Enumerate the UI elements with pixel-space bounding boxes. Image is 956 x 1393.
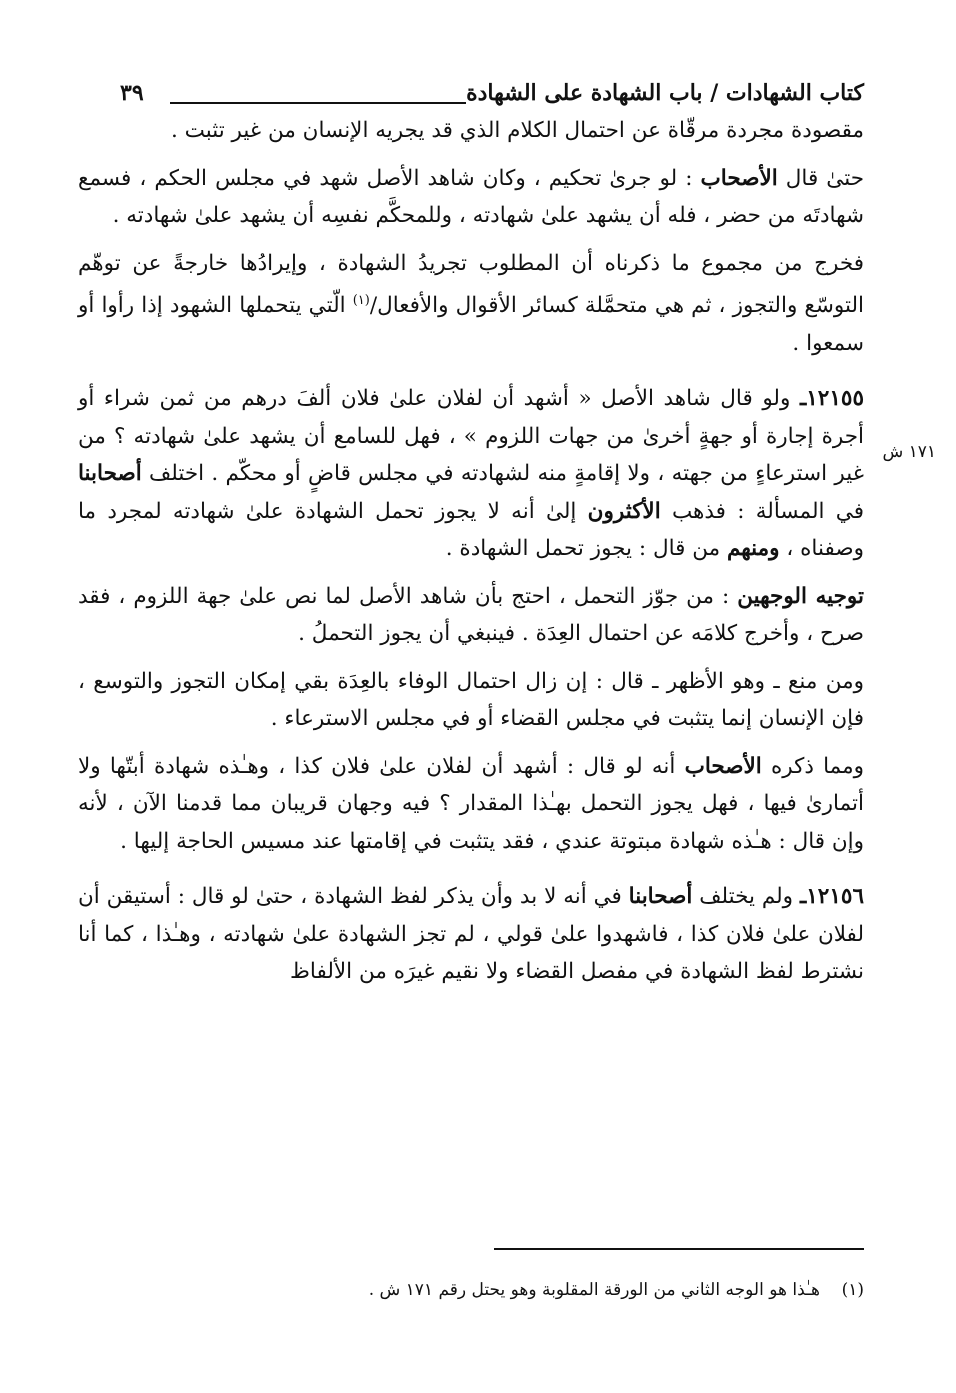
paragraph-text: أنه لو قال : أشهد أن لفلان علىٰ فلان كذا ، وهـٰذه شهادة أبتّها ولا أتمارىٰ فيها ، فهل يجوز التحمل بهـٰذا المقدار ؟ فيه وجهان قريبان مما قدمنا الآن ، لأنه وإن قال : هـٰذه شهادة مبتوتة عندي ، فقد يتثبت في إقامتها عند مسيس الحاجة إليها . [78,753,864,854]
paragraph-text: حتىٰ قال [777,165,865,191]
paragraph-text: ومن منع ـ وهو الأظهر ـ قال : إن زال احتمال الوفاء بالعِدَة بقي إمكان التجوز والتوسع ، فإن الإنسان إنما يتثبت في مجلس القضاء أو في مجلس الاسترعاء . [78,668,865,732]
paragraph-text: إلىٰ أنه لا يجوز تحمل الشهادة علىٰ شهادته لمجرد ما وصفناه ، [78,498,864,562]
paragraph-text: ولو قال شاهد الأصل « أشهد أن لفلان علىٰ فلان ألفَ درهم من ثمن شراء أو أجرة إجارة أو جهةٍ أخرىٰ من جهات اللزوم » ، فهل للسامع أن يشهد علىٰ شهادته ؟ من غير استرعاءٍ من جهته ، ولا إقامةٍ منه لشهادته في مجلس قاضٍ أو محكّم . اختلف [78,386,864,487]
paragraph-text: في أنه لا بد وأن يذكر لفظ الشهادة ، حتىٰ لو قال : أستيقن أن لفلان علىٰ فلان كذا ، فاشهدوا علىٰ قولي ، لم تجز الشهادة علىٰ شهادته ، وهـٰذا ، كما أنا نشترط لفظ الشهادة في مفصل القضاء ولا نقيم غيرَه من الألفاظ [78,884,864,985]
paragraph-text: مقصودة مجردة مرقّاة عن احتمال الكلام الذي قد يجريه الإنسان من غير تثبت . [170,118,864,143]
header-rule [170,102,466,104]
paragraph [78,748,864,861]
bold-term: ومنهم [726,536,780,562]
paragraph [78,380,864,568]
paragraph-number: ١٢١٥٦ـ [799,884,864,910]
bold-term: الأصحاب [700,165,778,191]
footnote [369,1280,864,1300]
paragraph-text: : لو جرىٰ تحكيم ، وكان شاهد الأصل شهد في مجلس الحكم ، فسمع شهادتَه من حضر ، فله أن يشهد علىٰ شهادته ، وللمحكَّم نفسِه أن يشهد علىٰ شهادته . [78,165,864,228]
body-text [78,112,864,991]
paragraph-number: ١٢١٥٥ـ [799,386,864,412]
paragraph-text: ومما ذكره [761,753,864,779]
bold-term: أصحابنا [628,884,693,910]
paragraph-text: من قال : يجوز تحمل الشهادة . [445,536,727,562]
paragraph-text: ولم يختلف [692,884,800,910]
page-number: ٣٩ [120,80,144,106]
paragraph-text: الّتي يتحملها الشهود إذا رأوا أو سمعوا . [78,293,864,356]
paragraph-text: فخرج من مجموع ما ذكرناه أن المطلوب تجريدُ الشهادة ، وإيرادُها خارجةً عن توهّم التوسّع والتجوز ، ثم هي متحمَّلة كسائر الأقوال والأفعال/ [78,250,864,319]
paragraph-text: في المسألة : فذهب [660,498,864,524]
paragraph [78,245,864,363]
bold-term: أصحابنا [78,461,142,487]
paragraph-text: : من جوّز التحمل ، احتج بأن شاهد الأصل لما نص علىٰ جهة اللزوم ، فقد صرح ، وأخرج كلامَه عن احتمال العِدَة . فينبغي أن يجوز التحملُ . [78,583,864,647]
running-header [78,62,864,118]
book-page [78,62,936,1362]
footnote-text: هـٰذا هو الوجه الثاني من الورقة المقلوبة وهو يحتل رقم ١٧١ ش . [368,1280,820,1300]
bold-term: الأكثرون [587,498,661,524]
footnote-rule [494,1248,864,1250]
bold-term: توجيه الوجهين [737,583,864,609]
paragraph [78,663,864,738]
header-title: كتاب الشهادات / باب الشهادة على الشهادة [466,80,864,106]
margin-folio-note: ١٧١ ش [882,442,936,462]
footnote-ref: (١) [352,293,370,308]
paragraph [78,878,864,991]
footnote-marker: (١) [841,1280,864,1300]
paragraph [78,160,864,235]
paragraph [78,578,864,653]
bold-term: الأصحاب [684,753,762,779]
